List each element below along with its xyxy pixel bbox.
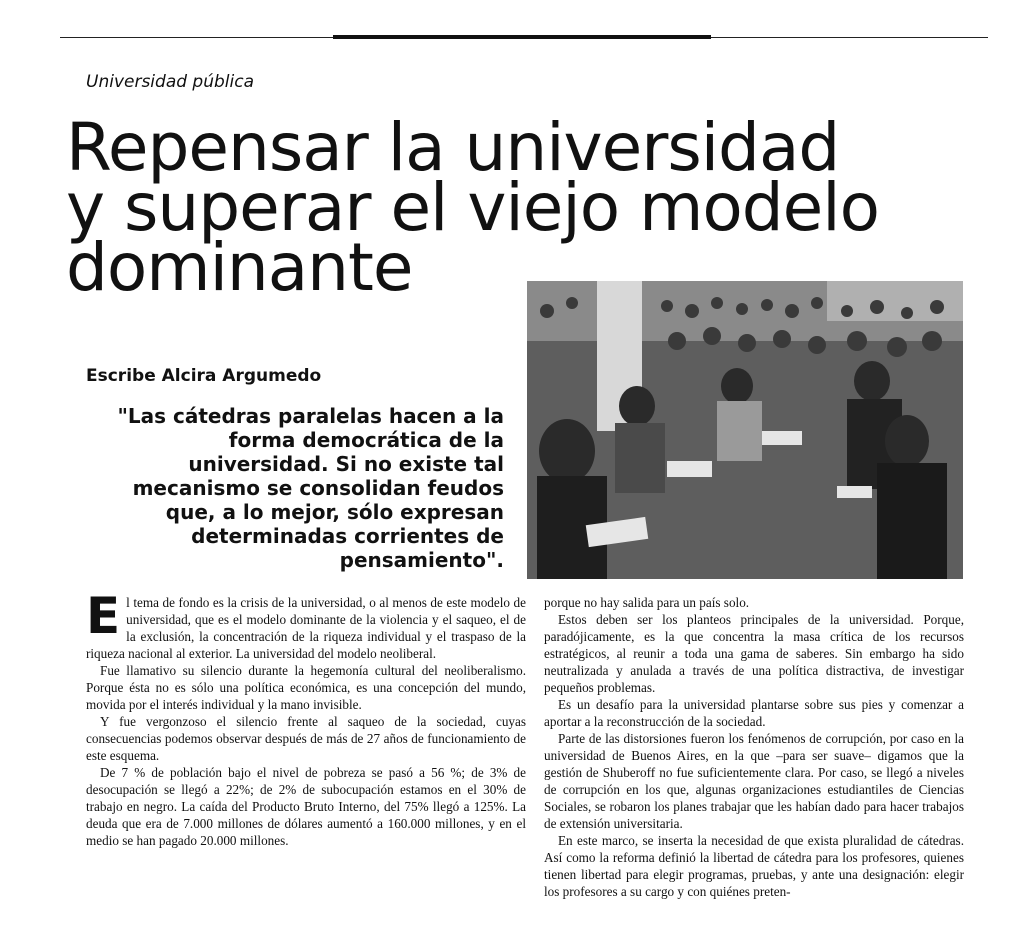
headline xyxy=(66,109,1006,306)
body-paragraph: Fue llamativo su silencio durante la hegemonía cultural del neoliberalismo. Porque ésta no es sólo una política económica, es una concepción del mundo, movida por el interés individual y la mano invisible. xyxy=(86,663,526,712)
body-paragraph: Es un desafío para la universidad plantarse sobre sus pies y comenzar a aportar a la reconstrucción de la sociedad. xyxy=(544,697,964,729)
classroom-photo-illustration xyxy=(527,281,963,579)
classroom-photo xyxy=(527,281,963,579)
author-byline: Escribe Alcira Argumedo xyxy=(86,366,322,386)
body-column-left xyxy=(86,587,526,849)
body-paragraph: porque no hay salida para un país solo. xyxy=(544,595,750,610)
pull-quote: "Las cátedras paralelas hacen a la forma democrática de la universidad. Si no existe tal mecanismo se consolidan feudos que, a lo mejor, sólo expresan determinadas corrientes de pensamiento". xyxy=(117,404,504,572)
headline-line-3: dominante xyxy=(66,229,413,306)
headline-line-1: Repensar la universidad xyxy=(66,109,840,186)
section-label: Universidad pública xyxy=(86,72,254,92)
body-paragraph: Parte de las distorsiones fueron los fenómenos de corrupción, por caso en la universidad de Buenos Aires, en la que –para ser suave– digamos que la gestión de Shuberoff no fue suficientemente clara. Por caso, se llegó a niveles de corrupción en los que, algunas organizaciones estudiantiles de Ciencias Sociales, se robaron los planes trabajar que les habían dado para hacer trabajos de extensión universitaria. xyxy=(544,731,964,831)
body-paragraph: En este marco, se inserta la necesidad de que exista pluralidad de cátedras. Así como la reforma definió la libertad de cátedra para los profesores, quienes tienen libertad para elegir programas, pruebas, y ante una designación: elegir los profesores a su cargo y con quiénes preten- xyxy=(544,833,964,899)
body-paragraph: Estos deben ser los planteos principales de la universidad. Porque, paradójicamente, es la que concentra la masa crítica de los recursos estratégicos, al reunir a toda una gama de saberes. Sin embargo ha sido neutralizada y anulada a través de una política distractiva, de investigar pequeños problemas. xyxy=(544,612,964,695)
body-paragraph: Y fue vergonzoso el silencio frente al saqueo de la sociedad, cuyas consecuencias podemos observar después de más de 27 años de funcionamiento de este esquema. xyxy=(86,714,526,763)
body-paragraph: El tema de fondo es la crisis de la universidad, o al menos de este modelo de universidad, que es el modelo dominante de la violencia y el saqueo, el de la exclusión, la concentración de la riqueza individual y el traspaso de la riqueza nacional al exterior. La universidad del modelo neoliberal. xyxy=(86,587,526,661)
headline-line-2: y superar el viejo modelo xyxy=(66,169,879,246)
top-rule-accent xyxy=(333,35,711,39)
drop-cap: E xyxy=(86,587,121,645)
body-column-right xyxy=(544,594,964,900)
body-paragraph: De 7 % de población bajo el nivel de pobreza se pasó a 56 %; de 3% de desocupación se llegó a 22%; de 2% de subocupación estamos en el 30% de trabajo en negro. La caída del Producto Bruto Interno, del 75% llegó a 125%. La deuda que era de 7.000 millones de dólares aumentó a 160.000 millones, y en el medio se han pagado 20.000 millones. xyxy=(86,765,526,848)
